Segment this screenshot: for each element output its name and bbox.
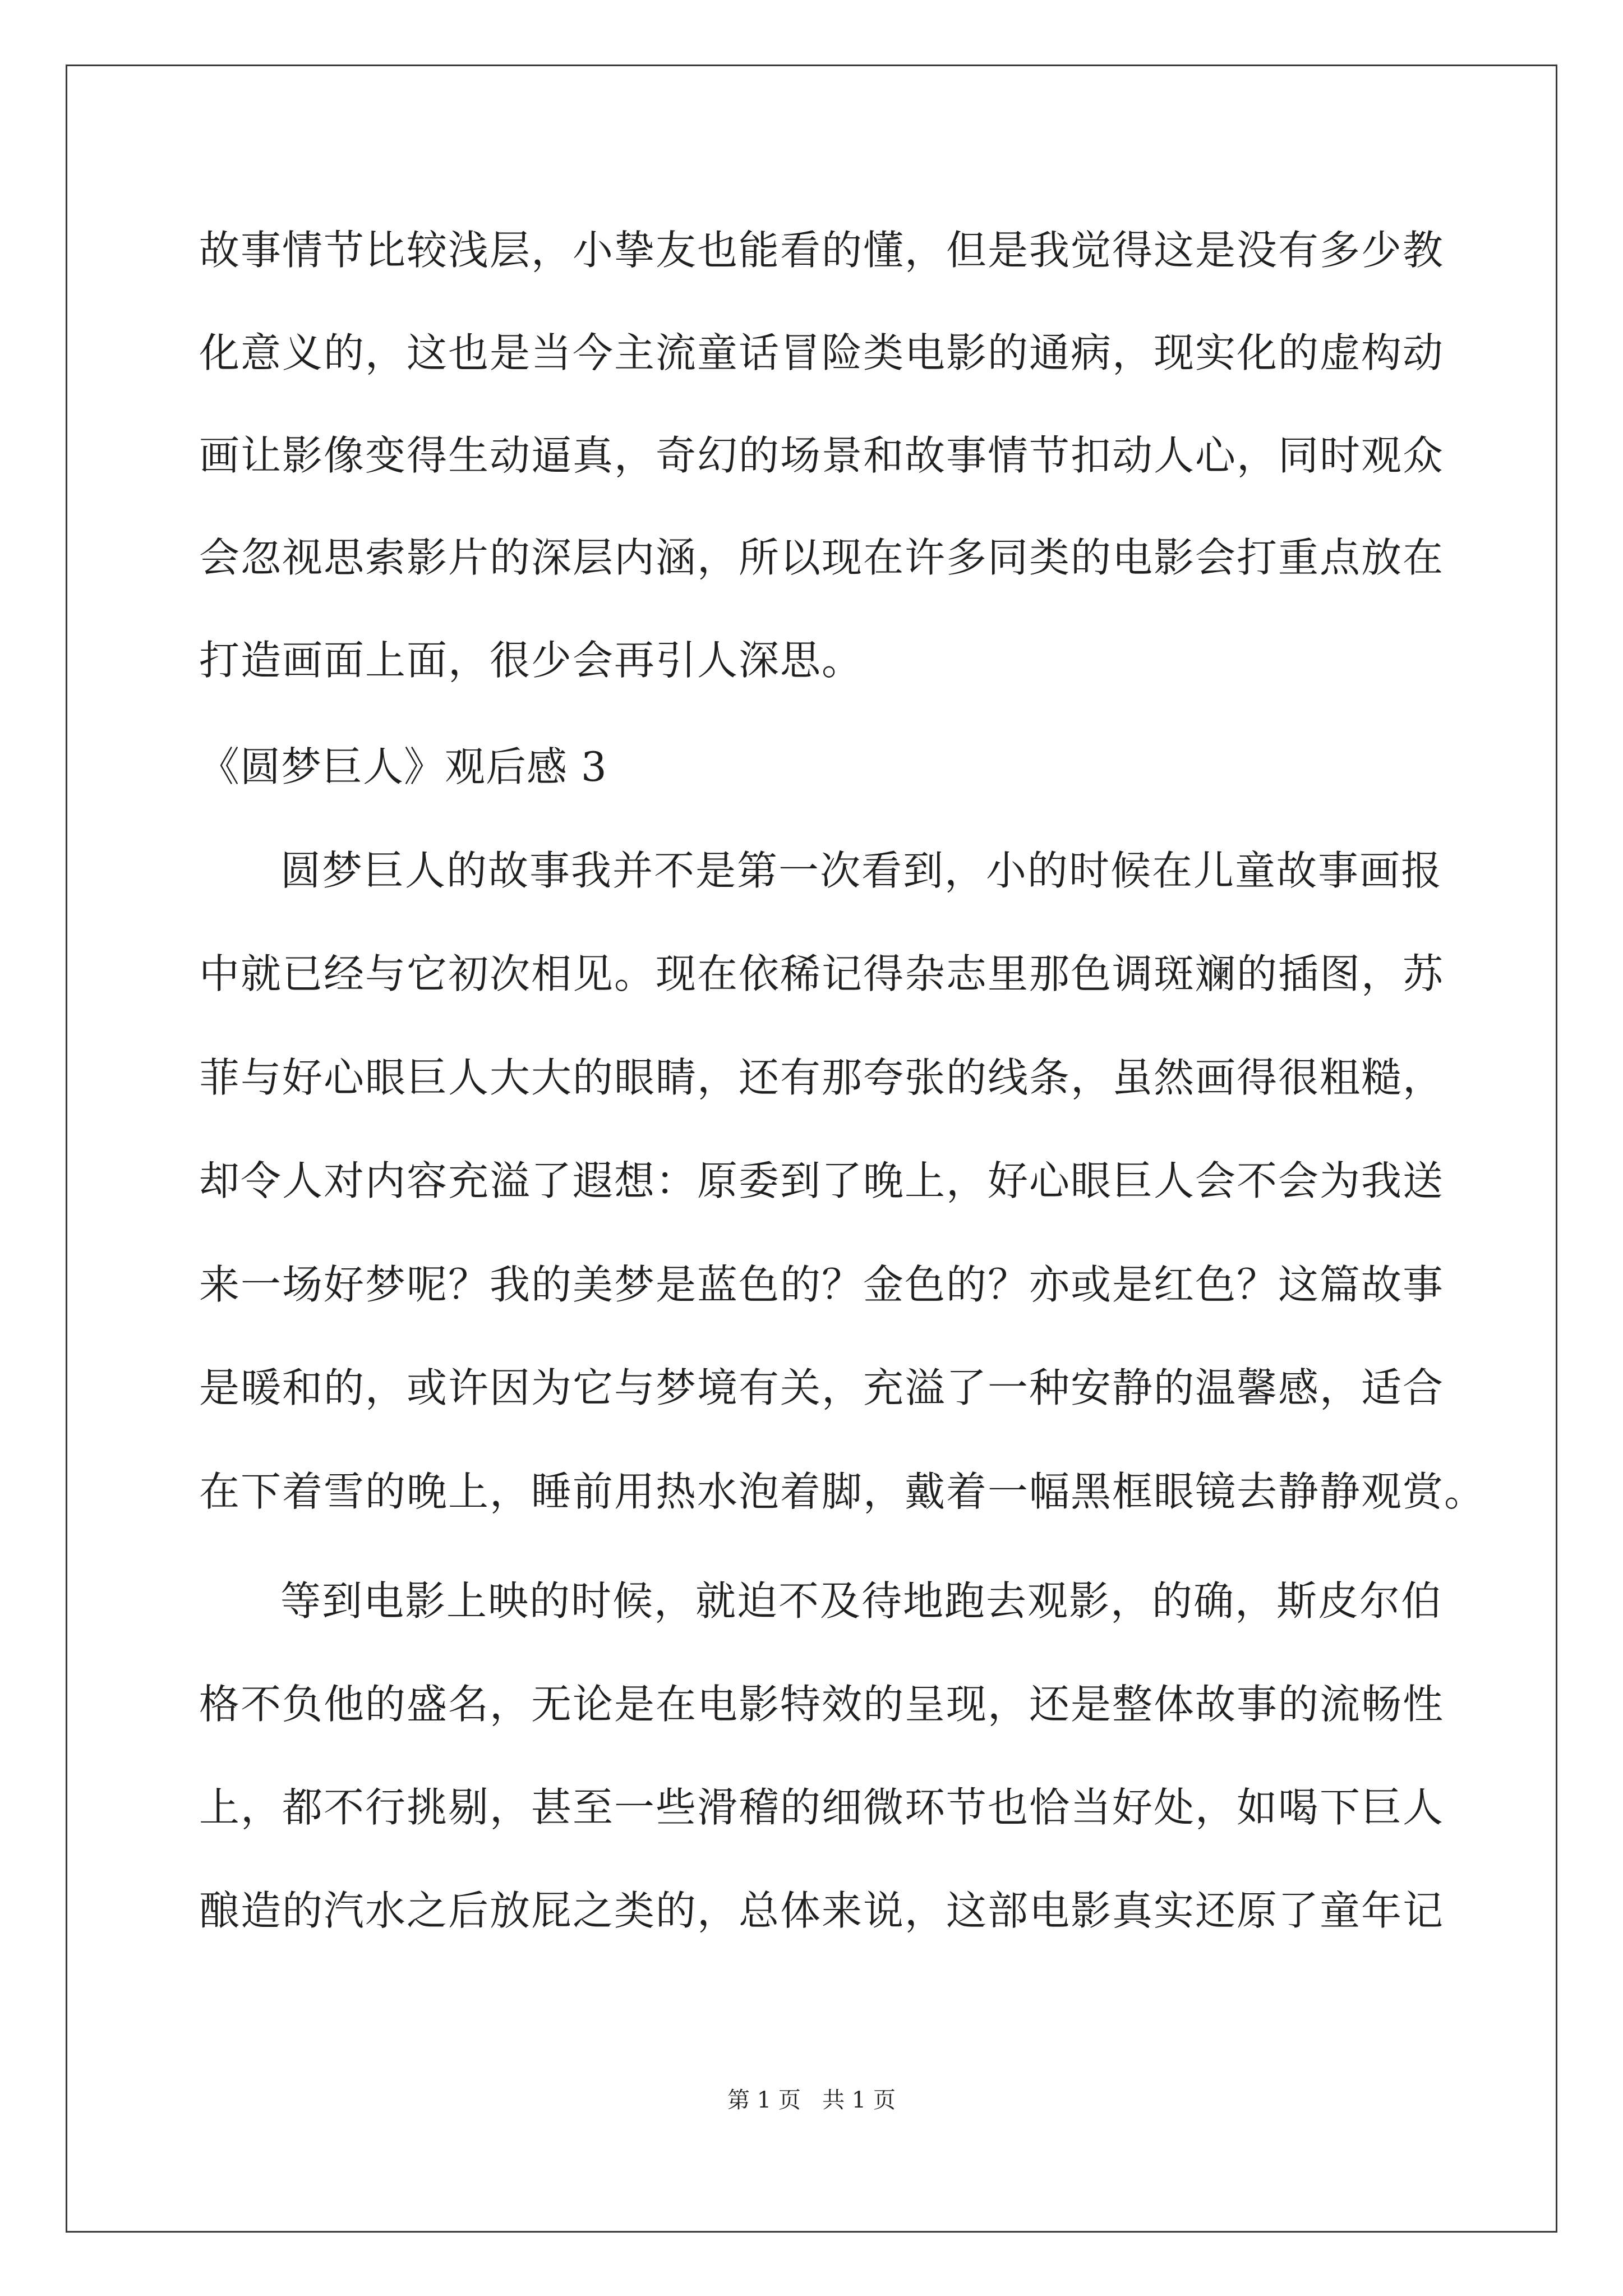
body-line: 会忽视思索影片的深层内涵，所以现在许多同类的电影会打重点放在 (199, 534, 1445, 581)
body-line: 打造画面上面，很少会再引人深思。 (199, 637, 864, 684)
body-line: 在下着雪的晚上，睡前用热水泡着脚，戴着一幅黑框眼镜去静静观赏。 (199, 1468, 1486, 1515)
body-line: 中就已经与它初次相见。现在依稀记得杂志里那色调斑斓的插图，苏 (199, 950, 1445, 997)
body-line: 圆梦巨人的故事我并不是第一次看到，小的时候在儿童故事画报 (280, 847, 1443, 894)
body-line: 来一场好梦呢？我的美梦是蓝色的？金色的？亦或是红色？这篇故事 (199, 1261, 1445, 1308)
body-line: 酿造的汽水之后放屁之类的，总体来说，这部电影真实还原了童年记 (199, 1887, 1445, 1934)
body-line: 故事情节比较浅层，小挚友也能看的懂，但是我觉得这是没有多少教 (199, 227, 1445, 274)
body-line: 化意义的，这也是当今主流童话冒险类电影的通病，现实化的虚构动 (199, 329, 1445, 376)
body-line: 却令人对内容充溢了遐想：原委到了晚上，好心眼巨人会不会为我送 (199, 1157, 1445, 1204)
section-heading: 《圆梦巨人》观后感 3 (199, 743, 607, 790)
body-line: 是暖和的，或许因为它与梦境有关，充溢了一种安静的温馨感，适合 (199, 1364, 1445, 1411)
body-line: 格不负他的盛名，无论是在电影特效的呈现，还是整体故事的流畅性 (199, 1681, 1445, 1728)
body-line: 菲与好心眼巨人大大的眼睛，还有那夸张的线条，虽然画得很粗糙， (199, 1054, 1445, 1101)
page-number-footer: 第 1 页 共 1 页 (727, 2087, 896, 2113)
body-line: 等到电影上映的时候，就迫不及待地跑去观影，的确，斯皮尔伯 (280, 1577, 1443, 1625)
body-line: 上，都不行挑剔，甚至一些滑稽的细微环节也恰当好处，如喝下巨人 (199, 1784, 1445, 1831)
body-line: 画让影像变得生动逼真，奇幻的场景和故事情节扣动人心，同时观众 (199, 432, 1445, 479)
